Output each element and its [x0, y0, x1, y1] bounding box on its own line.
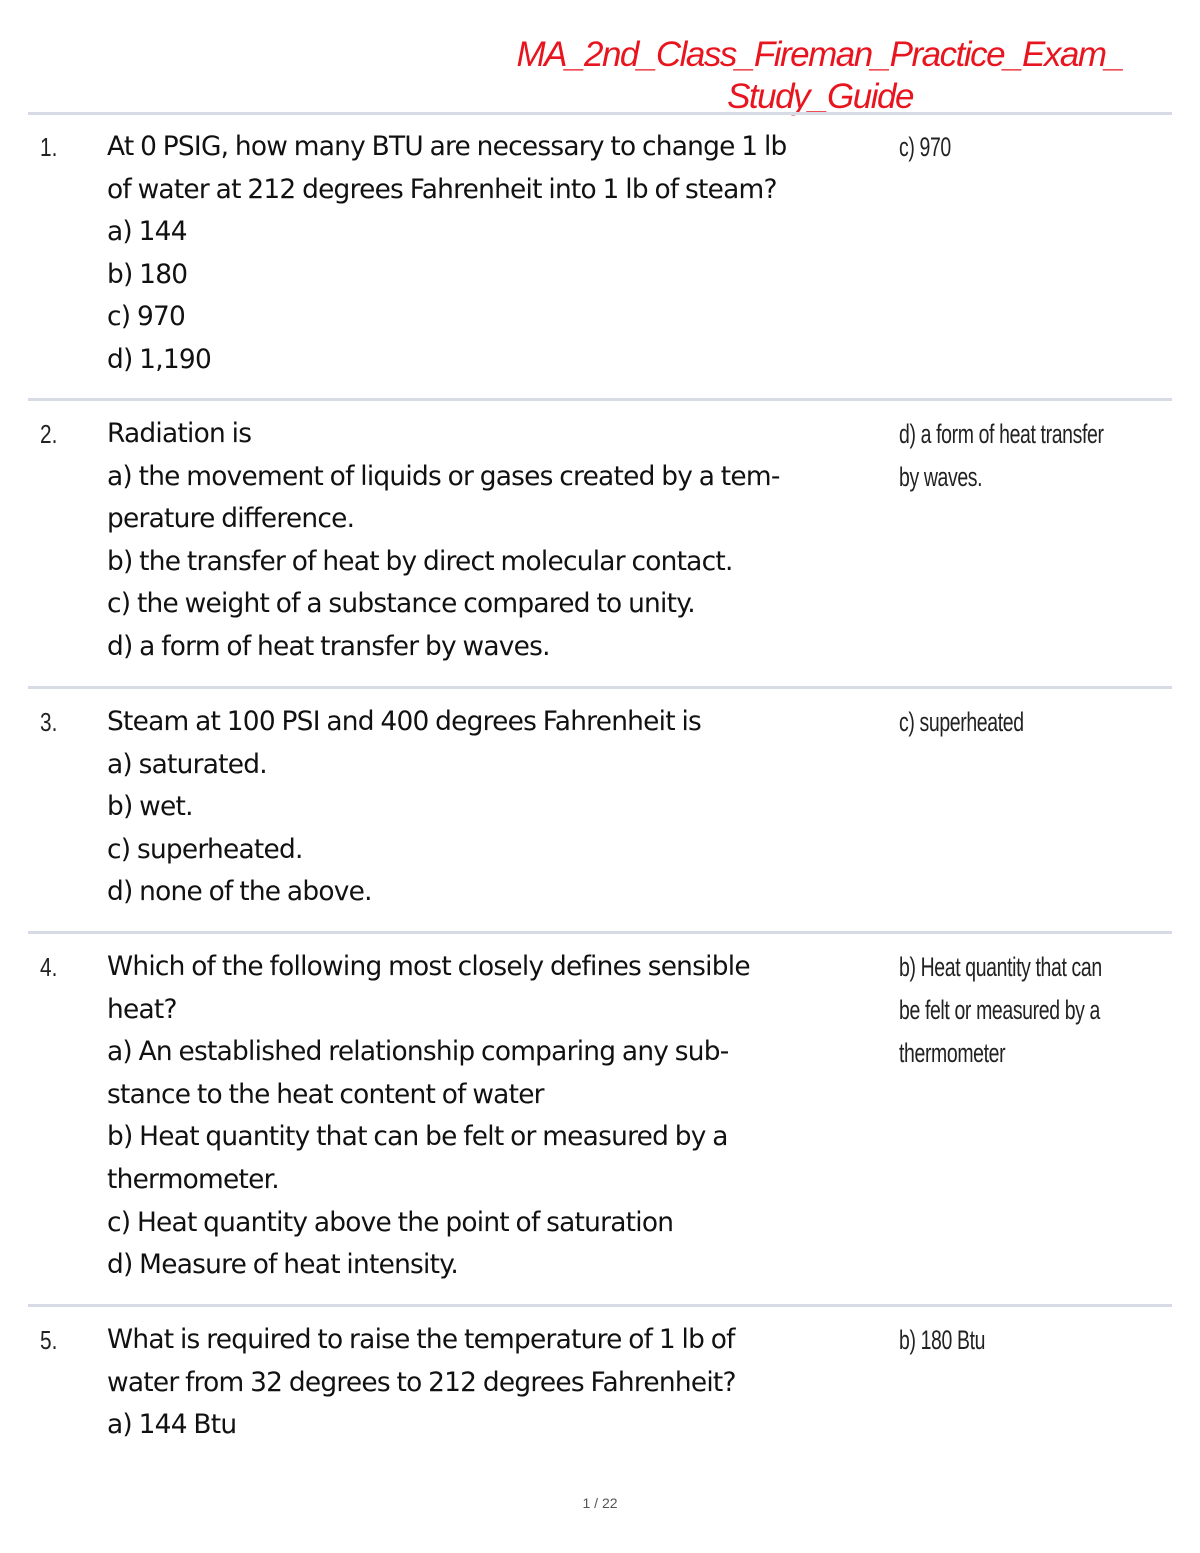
question-divider — [28, 1304, 1172, 1307]
question-number: 4. — [40, 952, 58, 982]
answer-line: be felt or measured by a — [899, 995, 1101, 1025]
answer — [899, 946, 1199, 1075]
option-b-continued: thermometer. — [107, 1163, 279, 1195]
question-number: 3. — [40, 707, 58, 737]
question-divider — [28, 398, 1172, 401]
option-b: b) 180 — [107, 258, 188, 290]
option-c: c) the weight of a substance compared to unity. — [107, 588, 695, 620]
question-divider — [28, 931, 1172, 934]
option-b: b) the transfer of heat by direct molecular contact. — [107, 545, 733, 577]
option-a: a) saturated. — [107, 748, 267, 780]
question-divider — [28, 686, 1172, 689]
question-line: of water at 212 degrees Fahrenheit into 1 lb of steam? — [107, 173, 777, 205]
question-text — [107, 701, 891, 914]
question-number: 5. — [40, 1325, 58, 1355]
question-line: Which of the following most closely defines sensible — [107, 951, 750, 982]
answer — [899, 413, 1199, 499]
question-text — [107, 946, 891, 1287]
question-number: 2. — [40, 419, 58, 449]
option-a: a) the movement of liquids or gases created by a tem- — [107, 460, 780, 492]
question-text — [107, 126, 891, 382]
question-text — [107, 413, 891, 669]
answer — [899, 1319, 1199, 1362]
question-text — [107, 1319, 891, 1447]
answer-line: b) Heat quantity that can — [899, 952, 1102, 982]
answer-line: c) superheated — [899, 707, 1024, 737]
question-line: What is required to raise the temperature of 1 lb of — [107, 1324, 735, 1355]
answer-line: thermometer — [899, 1038, 1006, 1068]
option-a-continued: stance to the heat content of water — [107, 1078, 544, 1110]
option-b: b) Heat quantity that can be felt or measured by a — [107, 1121, 728, 1153]
document-title-line: MA_2nd_Class_Fireman_Practice_Exam_ — [516, 35, 1124, 74]
option-d: d) Measure of heat intensity. — [107, 1249, 458, 1281]
question-line: heat? — [107, 993, 177, 1025]
answer — [899, 701, 1199, 744]
option-d: d) 1,190 — [107, 343, 211, 375]
option-d: d) none of the above. — [107, 876, 372, 908]
question-line: Steam at 100 PSI and 400 degrees Fahrenheit is — [107, 706, 702, 737]
question-line: water from 32 degrees to 212 degrees Fahrenheit? — [107, 1366, 736, 1398]
option-b: b) wet. — [107, 791, 193, 823]
option-a: a) 144 — [107, 216, 187, 248]
question-line: Radiation is — [107, 418, 252, 449]
page-indicator: 1 / 22 — [582, 1495, 618, 1511]
option-a-continued: perature difference. — [107, 503, 355, 535]
option-c: c) Heat quantity above the point of saturation — [107, 1206, 674, 1238]
answer-line: c) 970 — [899, 132, 951, 162]
document-title — [440, 34, 1200, 118]
option-d: d) a form of heat transfer by waves. — [107, 630, 550, 662]
question-line: At 0 PSIG, how many BTU are necessary to change 1 lb — [107, 131, 787, 162]
option-c: c) superheated. — [107, 833, 303, 865]
answer-line: b) 180 Btu — [899, 1325, 986, 1355]
document-title-line: Study_Guide — [727, 77, 913, 116]
option-c: c) 970 — [107, 301, 186, 333]
answer — [899, 126, 1199, 169]
option-a: a) An established relationship comparing any sub- — [107, 1036, 729, 1068]
answer-line: d) a form of heat transfer — [899, 419, 1104, 449]
option-a: a) 144 Btu — [107, 1409, 237, 1441]
title-divider — [28, 112, 1172, 115]
question-number: 1. — [40, 132, 58, 162]
answer-line: by waves. — [899, 462, 983, 492]
